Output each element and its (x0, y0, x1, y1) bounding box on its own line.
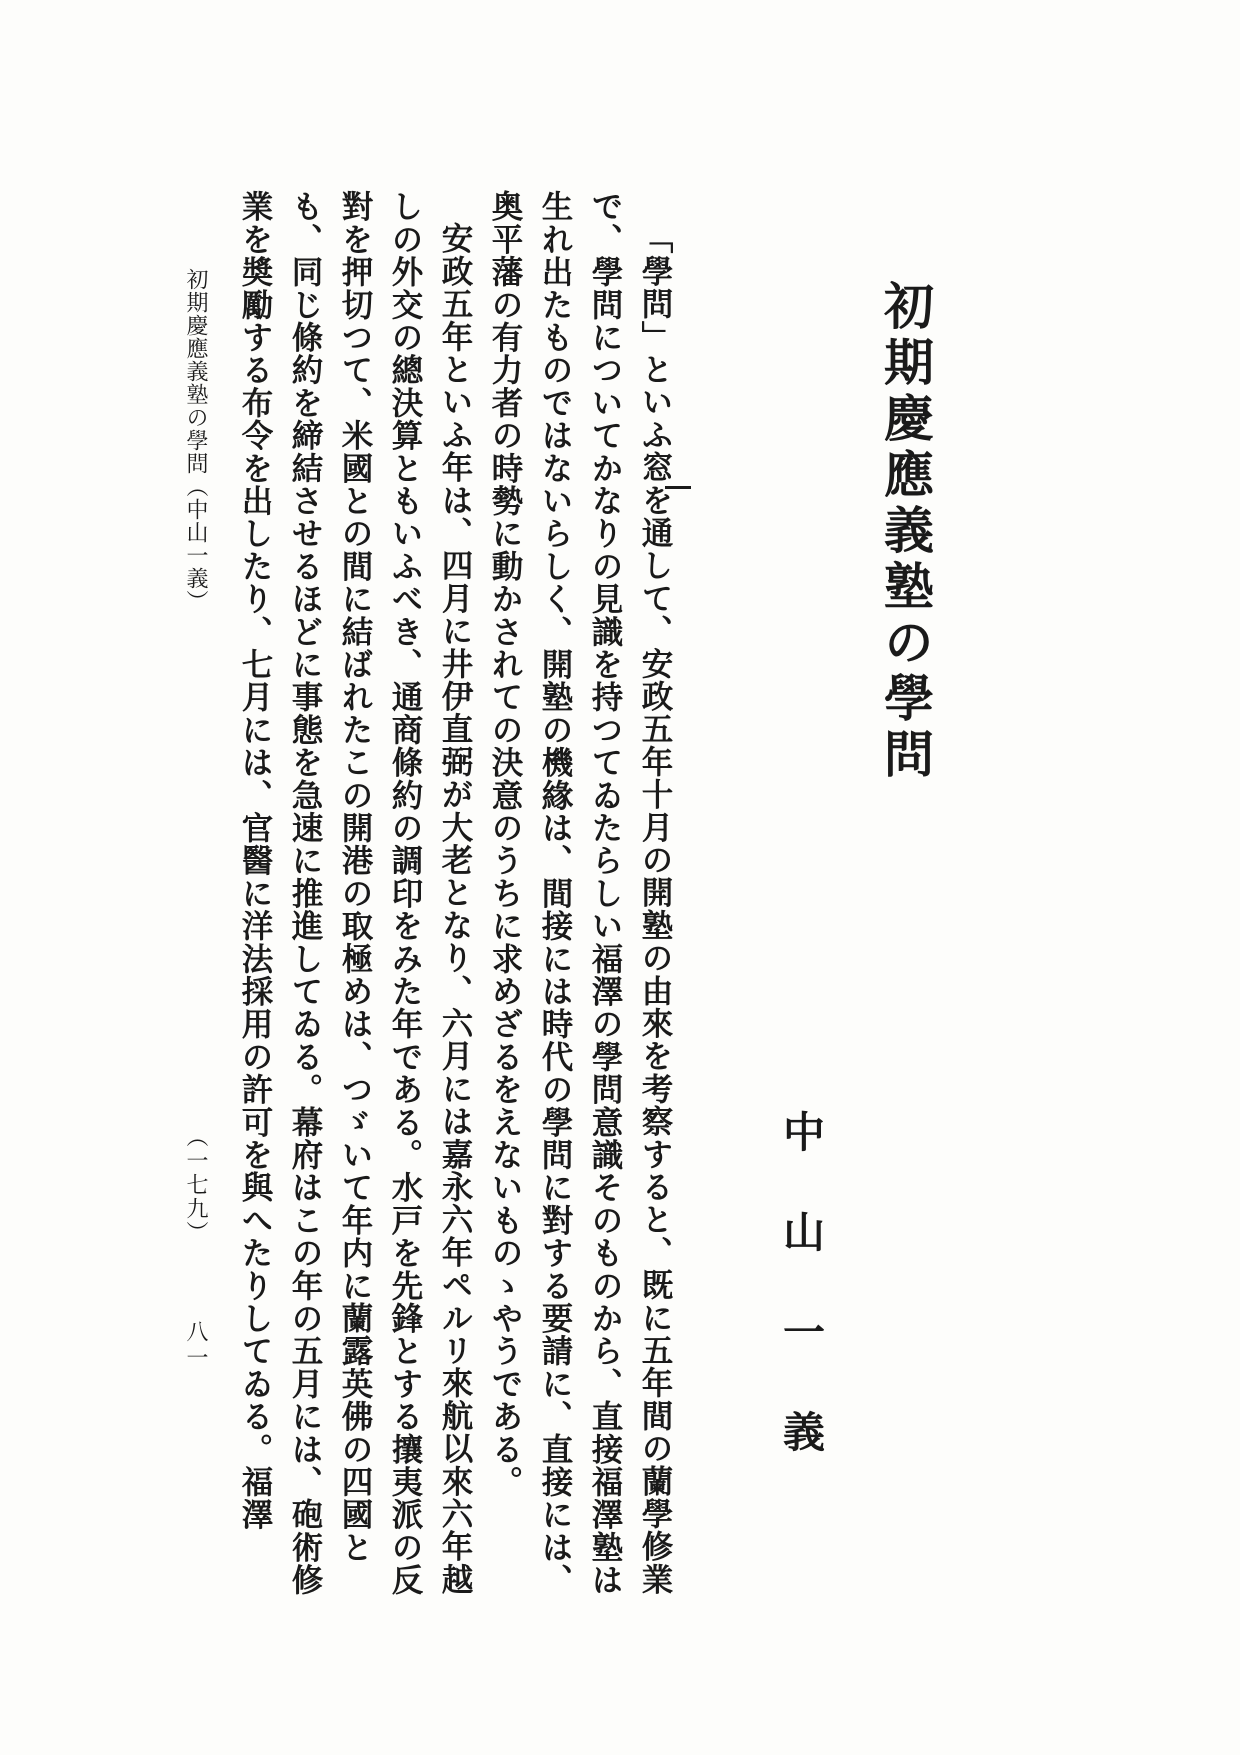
paragraph: 「學問」といふ窓を通して、安政五年十月の開塾の由來を考察すると、既に五年間の蘭學修業で、學問についてかなりの見識を持つてゐたらしい福澤の學問意識そのものから、直接福澤塾は生れ出たものではないらしく、開塾の機緣は、間接には時代の學問に對する要請に、直接には、奥平藩の有力者の時勢に動かされての決意のうちに求めざるをえないものゝやうである。 (487, 190, 674, 1597)
article-title: 初期慶應義塾の學問 (876, 280, 935, 784)
page-number: （一七九） (183, 1125, 208, 1245)
page-number-secondary: 八一 (183, 1320, 208, 1372)
author-name: 中山一義 (777, 1110, 826, 1510)
running-title: 初期慶應義塾の學問（中山一義） (183, 268, 208, 613)
paragraph: 安政五年といふ年は、四月に井伊直弼が大老となり、六月には嘉永六年ペルリ來航以來六年越しの外交の總決算ともいふべき、通商條約の調印をみた年である。水戸を先鋒とする攘夷派の反對を押切つて、米國との間に結ばれたこの開港の取極めは、つゞいて年内に蘭露英佛の四國とも、同じ條約を締結させるほどに事態を急速に推進してゐる。幕府はこの年の五月には、砲術修業を奬勵する布令を出したり、七月には、官醫に洋法採用の許可を與へたりしてゐる。福澤 (237, 190, 474, 1597)
article-body (230, 190, 680, 1610)
